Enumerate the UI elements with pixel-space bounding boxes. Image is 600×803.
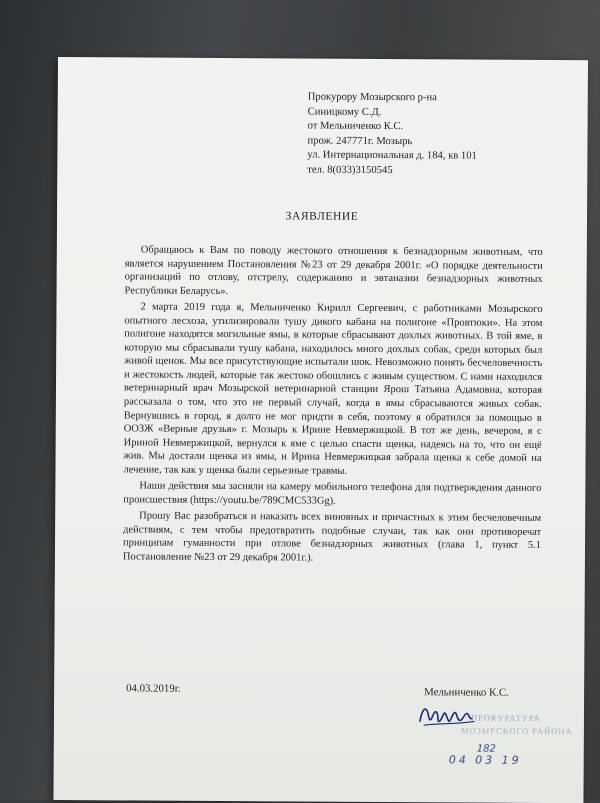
body-paragraph: Наши действия мы засняли на камеру мобильного телефона для подтверждения данного происшествия (https://youtu.be/789CMC533Gg). bbox=[123, 480, 542, 507]
stamp-org-line: МОЗЫРСКОГО РАЙОНА bbox=[460, 725, 573, 737]
document-title: ЗАЯВЛЕНИЕ bbox=[285, 210, 359, 223]
document-page bbox=[53, 57, 588, 803]
document-body bbox=[123, 243, 543, 566]
body-paragraph: Обращаюсь к Вам по поводу жестокого отношения к безнадзорным животным, что является нарушением Постановления №23 от 29 декабря 2001г. «О порядке деятельности организаций по отлову, отстрелу, содержанию и эвтаназии безнадзорных животных Республики Беларусь». bbox=[124, 244, 543, 297]
document-date: 04.03.2019г. bbox=[126, 682, 181, 695]
addressee-line: Синицкому С.Д. bbox=[307, 106, 382, 118]
addressee-line: тел. 8(033)3150545 bbox=[307, 164, 393, 177]
body-paragraph: Прошу Вас разобраться и наказать всех виновных и причастных к этим бесчеловечным действиям, с тем чтобы предотвратить подобные случаи, так как они противоречат принципам гуманности при отлове безнадзорных животных (глава 1, пункт 5.1 Постановление №23 от 29 декабря 2001г.). bbox=[122, 510, 542, 564]
registration-stamp bbox=[449, 709, 594, 790]
stamp-org-line: ПРОКУРАТУРА bbox=[470, 712, 541, 723]
signer-name: Мельниченко К.С. bbox=[424, 686, 509, 699]
body-paragraph: 2 марта 2019 года я, Мельниченко Кирилл Сергеевич, с работниками Мозырского опытного лесхоза, утилизировали тушу дикого кабана на полигоне «Провтюки». На этом полигоне находятся могильные ямы, в которые сбрасывают дохлых животных. В той яме, в которую мы сбрасывали тушу кабана, находилось много дохлых собак, среди которых был живой щенок. Мы все присутствующие испытали шок. Невозможно понять бесчеловечность и жестокость людей, которые так жестоко обошлись с живым существом. С нами находился ветеринарный врач Мозырской ветеринарной станции Ярош Татьяна Адамовна, которая рассказала о том, что это не первый случай, когда в ямы сбрасываются живых собак. Вернувшись в город, я долго не мог придти в себя, поэтому я обратился за помощью в ООЗЖ «Верные друзья» г. Мозырь к Ирине Невмержицкой. В тот же день, вечером, я с Ириной Невмержицкой, вернулся к яме с целью спасти щенка, надеясь на то, что он ещё жив. Мы достали щенка из ямы, и Ирина Невмержицкая забрала щенка к себе домой на лечение, так как у щенка были серьезные травмы. bbox=[123, 301, 543, 477]
addressee-line: от Мельниченко К.С. bbox=[307, 120, 404, 133]
addressee-block bbox=[307, 91, 578, 180]
addressee-line: Прокурору Мозырского р-на bbox=[307, 91, 437, 104]
stamp-date: 04 03 19 bbox=[448, 753, 522, 767]
addressee-line: прож. 247771г. Мозырь bbox=[307, 135, 413, 147]
stamp-number: 182 bbox=[476, 743, 496, 755]
addressee-line: ул. Интернациональная д. 184, кв 101 bbox=[307, 149, 477, 162]
